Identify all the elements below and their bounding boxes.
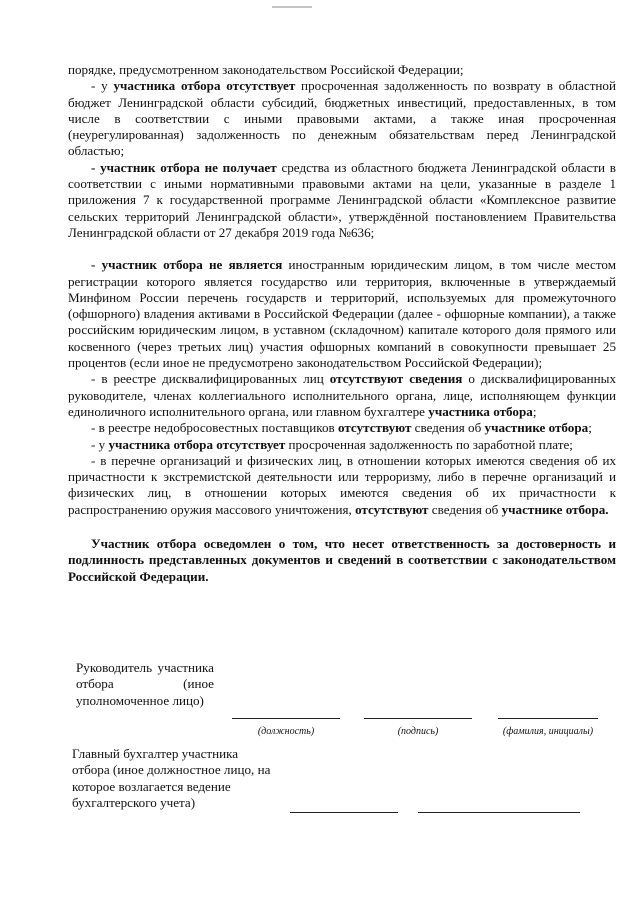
text-run: - у	[91, 436, 109, 452]
caption-name: (фамилия, инициалы)	[502, 726, 594, 737]
paragraph	[68, 453, 616, 518]
text-run: ;	[588, 420, 592, 436]
paragraph	[68, 437, 616, 453]
paragraph	[68, 62, 616, 78]
accountant-label: Главный бухгалтер участника отбора (иное должностное лицо, на которое возлагается ведение бухгалтерского учета)	[72, 746, 271, 810]
bold-text: участника отбора	[428, 403, 533, 419]
text-run: - в перечне организаций и физических лиц, в отношении которых имеются сведения об их причастности к экстремистской деятельности или терроризму, либо в перечне организаций и физических лиц, в отношении которых имеются сведения об их причастности к распространению оружия массового уничтожения,	[68, 452, 616, 517]
text-run: иностранным юридическим лицом, в том числе местом регистрации которого является государство или территория, включенные в утверждаемый Минфином России перечень государств и территорий, используемых для промежуточного (офшорного) владения активами в Российской Федерации (далее - офшорные компании), а также российским юридическим лицом, в уставном (складочном) капитале которого доля прямого или косвенного (через третьих лиц) участия офшорных компаний в совокупности превышает 25 процентов (если иное не предусмотрено законодательством Российской Федерации);	[68, 257, 616, 371]
bold-text: участника отбора отсутствует	[113, 78, 296, 94]
paragraph	[68, 420, 616, 436]
text-run: - в реестре дисквалифицированных лиц	[91, 371, 330, 387]
bold-text: участнике отбора	[484, 420, 589, 436]
bold-text: участника отбора отсутствует	[108, 436, 286, 452]
text-run: ;	[532, 403, 537, 419]
paragraph	[68, 371, 616, 420]
bold-text: Участник отбора осведомлен о том, что несет ответственность за достоверность и подлинность представленных документов и сведений в соответствии с законодательством Российской Федерации.	[68, 536, 616, 584]
bold-text: - участник отбора не получает	[91, 159, 277, 175]
accountant-signature-line	[290, 812, 398, 813]
accountant-name-line	[418, 812, 580, 813]
caption-signature: (подпись)	[397, 726, 439, 737]
bold-text: отсутствуют	[355, 501, 429, 517]
text-run: порядке, предусмотренном законодательством Российской Федерации;	[68, 62, 464, 77]
paragraph	[68, 78, 616, 159]
text-run: - у	[91, 78, 114, 94]
signature-line	[364, 718, 472, 719]
position-line	[232, 718, 340, 719]
bold-text: отсутствуют	[337, 420, 412, 436]
paragraph	[68, 536, 616, 585]
bold-text: участнике отбора.	[501, 501, 609, 517]
document-body	[68, 62, 616, 585]
bold-text: отсутствуют сведения	[329, 371, 463, 387]
text-run: - в реестре недобросовестных поставщиков	[91, 420, 338, 436]
paragraph	[68, 257, 616, 371]
head-signatory-label: Руководитель участника отбора (иное уполномоченное лицо)	[76, 660, 214, 708]
text-run: просроченная задолженность по возврату в областной бюджет Ленинградской области субсидий, бюджетных инвестиций, предоставленных, в том числе в соответствии с иными правовыми актами, а также иная просроченная (неурегулированная) задолженность по денежным обязательствам перед Ленинградской областью;	[68, 78, 616, 159]
paragraph	[68, 160, 616, 241]
text-run: о дисквалифицированных руководителе, членах коллегиального исполнительного органа, лице, исполняющем функции единоличного исполнительного органа, или главном бухгалтере	[68, 371, 617, 419]
text-run: средства из областного бюджета Ленинградской области в соответствии с иными нормативными правовыми актами на цели, указанные в разделе 1 приложения 7 к государственной программе Ленинградской области «Комплексное развитие сельских территорий Ленинградской области», утверждённой постановлением Правительства Ленинградской области от 27 декабря 2019 года №636;	[68, 159, 616, 240]
bold-text: - участник отбора не является	[91, 257, 283, 273]
text-run: просроченная задолженность по заработной плате;	[285, 436, 573, 452]
text-run: сведения об	[411, 420, 485, 436]
text-run: сведения об	[428, 501, 502, 517]
caption-position: (должность)	[257, 726, 315, 737]
scan-mark	[272, 0, 312, 8]
name-line	[498, 718, 598, 719]
